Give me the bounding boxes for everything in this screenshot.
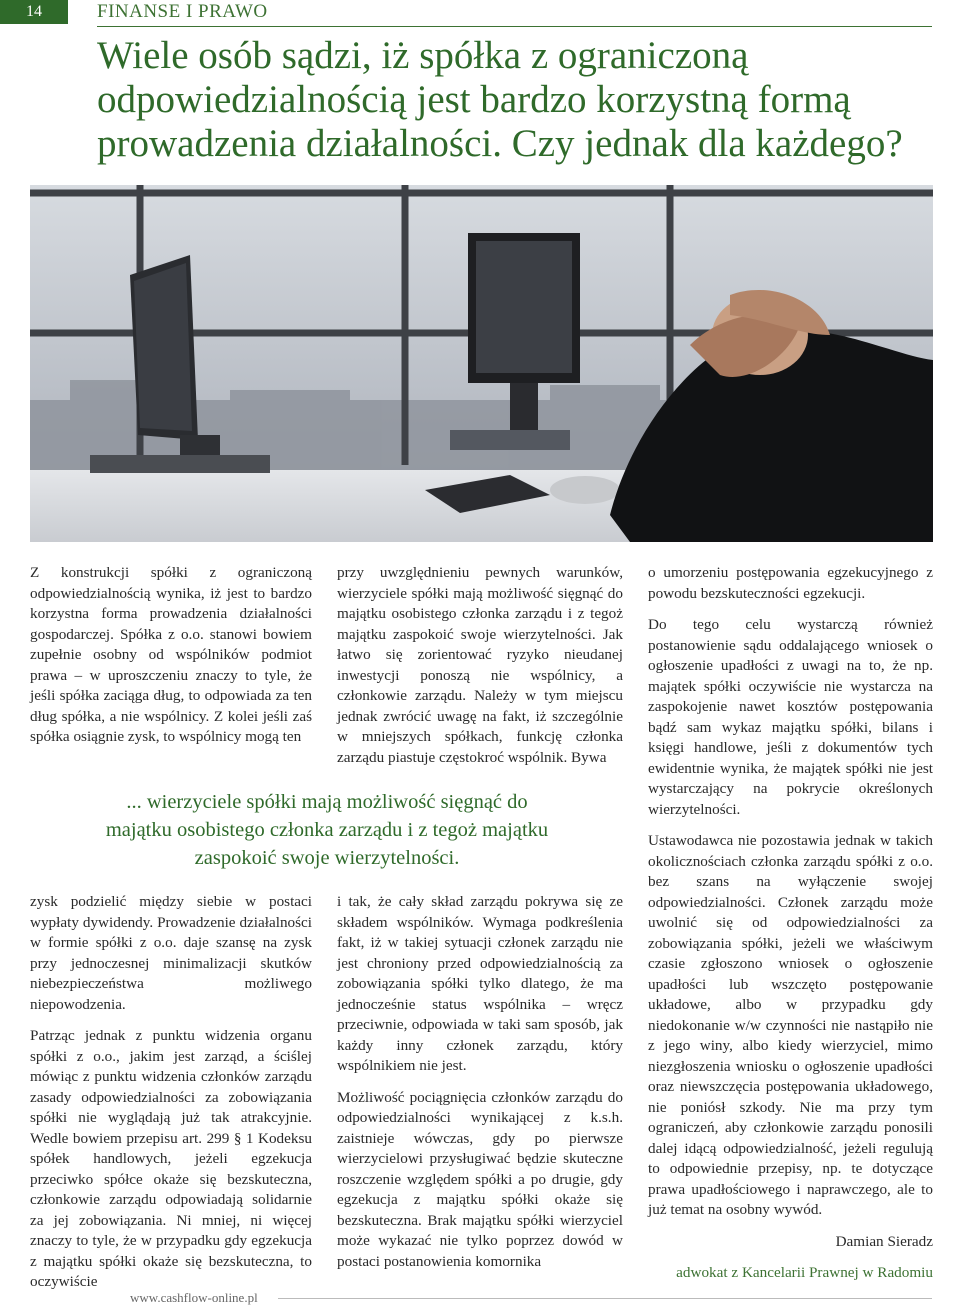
paragraph: Ustawodawca nie pozostawia jednak w takich okolicznościach członka zarządu spółki z o.o. bez szans na wyłączenie swojej odpowiedzialności. Członek zarządu może uwolnić się od odpowiedzialności za zobowiązania spółki, jeżeli we właściwym czasie zgłoszono wniosek o ogłoszenie upadłości lub wszczęto postępowanie układowe, albo w przypadku gdy niedokonanie w/w czynności nie nastąpiło nie z jego winy, albo kiedy wierzyciel, mimo niezgłoszenia wniosku o ogłoszenie upadłości oraz niewszczęcia postępowania układowego, nie poniósł szkody. Nie ma przy tym ograniczeń, aby członkowie zarządu ponosili dalej idącą odpowiedzialność, jeżeli regulują to odpowiednie przepisy, np. te dotyczące prawa upadłościowego i naprawczego, ale to już temat na osobny wywód. bbox=[648, 832, 933, 1218]
article-headline: Wiele osób sądzi, iż spółka z ograniczoną odpowiedzialnością jest bardzo korzystną formą prowadzenia działalności. Czy jednak dla każdego? bbox=[97, 34, 903, 165]
author-name: Damian Sieradz bbox=[835, 1232, 933, 1250]
paragraph: Patrząc jednak z punktu widzenia organu spółki z o.o., jakim jest zarząd, a ściślej mówiąc z punktu widzenia członków zarządu zasady odpowiedzialności za zobowiązania spółki nie wyglądają już tak atrakcyjnie. Wedle bowiem przepisu art. 299 § 1 Kodeksu spółek handlowych, jeżeli egzekucja przeciwko spółce okaże się bezskuteczna, członkowie zarządu odpowiadają solidarnie za jej zobowiązania. Ni mniej, ni więcej znaczy to tyle, że w przypadku gdy egzekucja z majątku spółki okaże się bezskuteczna, to oczywiście bbox=[30, 1027, 312, 1290]
paragraph: o umorzeniu postępowania egzekucyjnego z powodu bezskuteczności egzekucji. bbox=[648, 564, 933, 602]
pull-quote: ... wierzyciele spółki mają możliwość sięgnąć do majątku osobistego członka zarządu i z tegoż majątku zaspokoić swoje wierzytelności. bbox=[105, 791, 549, 869]
section-label: FINANSE I PRAWO bbox=[97, 1, 268, 22]
article-column-1-bottom bbox=[30, 892, 312, 1304]
article-column-2-top bbox=[337, 563, 623, 779]
paragraph: przy uwzględnieniu pewnych warunków, wierzyciele spółki mają możliwość sięgnąć do majątku osobistego członka zarządu i z tegoż majątku zaspokoić swoje wierzytelności. Jak łatwo się zorientować ryzyko nieudanej inwestycji ponoszą nie wspólnicy, a członkowie zarządu. Należy w tym miejscu jednak zwrócić uwagę na fakt, iż szczególnie w mniejszych spółkach, funkcję członka zarządu piastuje częstokroć wspólnik. Bywa bbox=[337, 564, 623, 766]
office-photo bbox=[30, 185, 933, 542]
paragraph: Z konstrukcji spółki z ograniczoną odpowiedzialnością wynika, iż jest to bardzo korzystna forma prowadzenia działalności gospodarczej. Spółka z o.o. stanowi bowiem zupełnie osobny od wspólników podmiot prawa – w uproszczeniu znaczy to tyle, że jeśli spółka zaciąga dług, to odpowiada za ten dług spółka, a nie wspólnicy. Z kolei jeśli zaś spółka osiągnie zysk, to wspólnicy mogą ten bbox=[30, 564, 312, 745]
article-column-3 bbox=[648, 563, 933, 1295]
footer-url[interactable]: www.cashflow-online.pl bbox=[130, 1290, 258, 1305]
paragraph: zysk podzielić między siebie w postaci wypłaty dywidendy. Prowadzenie działalności w formie spółki z o.o. daje szansę na zysk przy jednoczesnej minimalizacji skutków niebezpieczeństwa możliwego niepowodzenia. bbox=[30, 893, 312, 1013]
author-title: adwokat z Kancelarii Prawnej w Radomiu bbox=[676, 1264, 933, 1281]
footer-divider bbox=[278, 1298, 932, 1299]
paragraph: Do tego celu wystarczą również postanowienie sądu oddalającego wniosek o ogłoszenie upadłości z uwagi na to, że np. majątek spółki oczywiście nie wystarcza na zaspokojenie nawet kosztów postępowania bądź sam wykaz majątku spółki, bilans i księgi handlowe, jeśli z dokumentów tych ewidentnie wynika, że majątek spółki nie jest wystarczający na pokrycie określonych wierzytelności. bbox=[648, 616, 933, 818]
article-column-2-bottom bbox=[337, 892, 623, 1283]
paragraph: Możliwość pociągnięcia członków zarządu do odpowiedzialności wynikającej z k.s.h. zaistnieje wówczas, gdy po pierwsze wierzycielowi przysługiwać będzie skuteczne roszczenie względem spółki a po drugie, gdy egzekucja z majątku spółki okaże się bezskuteczna. Brak majątku spółki wierzyciel może wykazać nie tylko poprzez dowód w postaci postanowienia komornika bbox=[337, 1088, 623, 1270]
header-divider bbox=[97, 26, 932, 27]
paragraph: i tak, że cały skład zarządu pokrywa się ze składem wspólników. Wymaga podkreślenia fakt, iż w takiej sytuacji członek zarządu nie jest chroniony przed odpowiedzialnością za zobowiązania spółki tylko dlatego, że ma jednocześnie status wspólnika – wręcz przeciwnie, odpowiada w taki sam sposób, jak każdy inny członek zarządu, który wspólnikiem nie jest. bbox=[337, 893, 623, 1074]
page-number: 14 bbox=[0, 0, 68, 24]
article-column-1-top bbox=[30, 563, 312, 759]
